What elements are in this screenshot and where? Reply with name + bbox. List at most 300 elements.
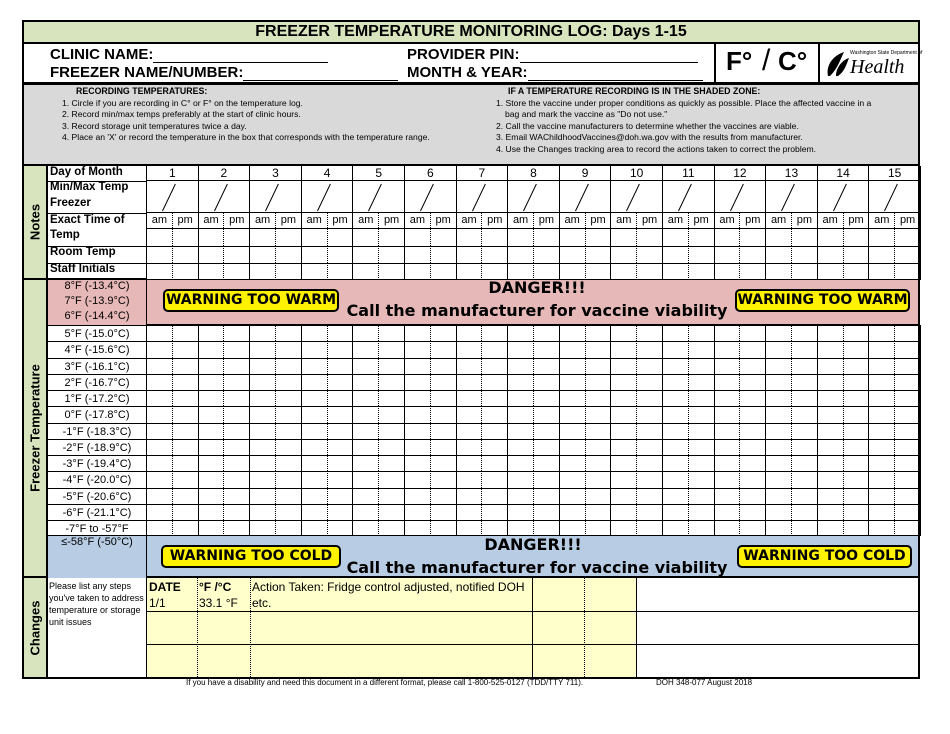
temp-cell-pm[interactable]: [276, 358, 302, 374]
temp-cell-am[interactable]: [353, 406, 379, 422]
exact-time-cell[interactable]: [869, 228, 895, 246]
temp-cell-am[interactable]: [147, 439, 173, 455]
temp-cell-pm[interactable]: [224, 341, 250, 357]
temp-cell-am[interactable]: [508, 488, 534, 504]
temp-cell-am[interactable]: [250, 520, 276, 536]
temp-cell-pm[interactable]: [689, 325, 715, 341]
temp-cell-am[interactable]: [663, 341, 689, 357]
temp-cell-pm[interactable]: [224, 504, 250, 520]
freezer-name-field[interactable]: [50, 64, 398, 81]
temp-cell-am[interactable]: [508, 439, 534, 455]
temp-cell-am[interactable]: [353, 358, 379, 374]
minmax-cell[interactable]: [508, 181, 560, 213]
temp-cell-am[interactable]: [611, 390, 637, 406]
temp-cell-pm[interactable]: [482, 471, 508, 487]
temp-cell-pm[interactable]: [328, 455, 354, 471]
provider-pin-field[interactable]: [407, 46, 698, 63]
exact-time-cell[interactable]: [663, 228, 689, 246]
exact-time-cell[interactable]: [586, 228, 612, 246]
temp-cell-am[interactable]: [199, 406, 225, 422]
temp-cell-am[interactable]: [508, 520, 534, 536]
temp-cell-am[interactable]: [199, 325, 225, 341]
temp-cell-am[interactable]: [199, 423, 225, 439]
exact-time-cell[interactable]: [405, 228, 431, 246]
temp-cell-am[interactable]: [302, 455, 328, 471]
temp-cell-pm[interactable]: [689, 406, 715, 422]
changes-white-area[interactable]: [636, 578, 918, 677]
temp-cell-pm[interactable]: [431, 341, 457, 357]
temp-cell-am[interactable]: [715, 439, 741, 455]
temp-cell-am[interactable]: [302, 423, 328, 439]
temp-cell-am[interactable]: [147, 520, 173, 536]
temp-cell-pm[interactable]: [224, 471, 250, 487]
temp-cell-am[interactable]: [715, 341, 741, 357]
exact-time-cell[interactable]: [276, 228, 302, 246]
temp-cell-pm[interactable]: [482, 423, 508, 439]
temp-cell-pm[interactable]: [740, 358, 766, 374]
temp-cell-am[interactable]: [766, 390, 792, 406]
temp-cell-am[interactable]: [250, 406, 276, 422]
temp-cell-pm[interactable]: [586, 406, 612, 422]
room-temp-cell[interactable]: [482, 246, 508, 263]
room-temp-cell[interactable]: [147, 246, 173, 263]
temp-cell-am[interactable]: [250, 504, 276, 520]
temp-cell-am[interactable]: [353, 325, 379, 341]
temp-cell-pm[interactable]: [224, 325, 250, 341]
temp-cell-am[interactable]: [663, 455, 689, 471]
staff-initials-cell[interactable]: [689, 263, 715, 280]
temp-cell-pm[interactable]: [534, 358, 560, 374]
temp-cell-pm[interactable]: [328, 341, 354, 357]
temp-cell-am[interactable]: [869, 455, 895, 471]
temp-cell-pm[interactable]: [173, 325, 199, 341]
minmax-cell[interactable]: [199, 181, 251, 213]
temp-cell-am[interactable]: [869, 390, 895, 406]
temp-cell-pm[interactable]: [482, 325, 508, 341]
temp-cell-pm[interactable]: [276, 325, 302, 341]
temp-cell-pm[interactable]: [328, 406, 354, 422]
temp-cell-am[interactable]: [611, 341, 637, 357]
temp-cell-am[interactable]: [457, 504, 483, 520]
temp-cell-pm[interactable]: [431, 374, 457, 390]
staff-initials-cell[interactable]: [379, 263, 405, 280]
temp-cell-pm[interactable]: [844, 325, 870, 341]
staff-initials-cell[interactable]: [173, 263, 199, 280]
temp-cell-am[interactable]: [405, 504, 431, 520]
staff-initials-cell[interactable]: [715, 263, 741, 280]
temp-cell-am[interactable]: [715, 471, 741, 487]
temp-cell-pm[interactable]: [740, 520, 766, 536]
room-temp-cell[interactable]: [250, 246, 276, 263]
temp-cell-pm[interactable]: [637, 358, 663, 374]
exact-time-cell[interactable]: [457, 228, 483, 246]
temp-cell-am[interactable]: [147, 341, 173, 357]
temp-cell-am[interactable]: [405, 455, 431, 471]
temp-cell-pm[interactable]: [534, 341, 560, 357]
temp-cell-am[interactable]: [457, 358, 483, 374]
temp-cell-pm[interactable]: [328, 488, 354, 504]
temp-cell-am[interactable]: [147, 504, 173, 520]
temp-cell-pm[interactable]: [740, 390, 766, 406]
temp-cell-pm[interactable]: [586, 504, 612, 520]
temp-cell-am[interactable]: [663, 520, 689, 536]
temp-cell-pm[interactable]: [637, 374, 663, 390]
temp-cell-am[interactable]: [353, 471, 379, 487]
temp-cell-pm[interactable]: [534, 406, 560, 422]
temp-cell-am[interactable]: [818, 423, 844, 439]
room-temp-cell[interactable]: [276, 246, 302, 263]
exact-time-cell[interactable]: [792, 228, 818, 246]
exact-time-cell[interactable]: [508, 228, 534, 246]
temp-cell-am[interactable]: [869, 374, 895, 390]
temp-cell-pm[interactable]: [431, 358, 457, 374]
room-temp-cell[interactable]: [534, 246, 560, 263]
temp-cell-am[interactable]: [663, 358, 689, 374]
temp-cell-am[interactable]: [663, 423, 689, 439]
temp-cell-am[interactable]: [250, 439, 276, 455]
temp-cell-am[interactable]: [147, 325, 173, 341]
celsius-option[interactable]: C°: [778, 46, 808, 76]
temp-cell-am[interactable]: [250, 390, 276, 406]
temp-cell-am[interactable]: [766, 471, 792, 487]
staff-initials-cell[interactable]: [250, 263, 276, 280]
temp-cell-pm[interactable]: [534, 471, 560, 487]
exact-time-cell[interactable]: [766, 228, 792, 246]
room-temp-cell[interactable]: [508, 246, 534, 263]
temp-cell-pm[interactable]: [844, 390, 870, 406]
temp-cell-am[interactable]: [147, 455, 173, 471]
temp-cell-pm[interactable]: [173, 374, 199, 390]
temp-cell-pm[interactable]: [431, 390, 457, 406]
temp-cell-am[interactable]: [199, 439, 225, 455]
temp-cell-am[interactable]: [457, 374, 483, 390]
temp-cell-am[interactable]: [663, 439, 689, 455]
exact-time-cell[interactable]: [740, 228, 766, 246]
temp-cell-am[interactable]: [818, 358, 844, 374]
temp-cell-am[interactable]: [353, 341, 379, 357]
temp-cell-pm[interactable]: [224, 455, 250, 471]
temp-cell-pm[interactable]: [328, 504, 354, 520]
temp-cell-pm[interactable]: [224, 423, 250, 439]
temp-cell-pm[interactable]: [637, 455, 663, 471]
temp-cell-pm[interactable]: [689, 374, 715, 390]
temp-cell-pm[interactable]: [792, 341, 818, 357]
room-temp-cell[interactable]: [715, 246, 741, 263]
temp-cell-pm[interactable]: [173, 390, 199, 406]
exact-time-cell[interactable]: [147, 228, 173, 246]
temp-cell-pm[interactable]: [792, 406, 818, 422]
temp-cell-pm[interactable]: [689, 455, 715, 471]
temp-cell-pm[interactable]: [844, 439, 870, 455]
temp-cell-am[interactable]: [715, 520, 741, 536]
temp-cell-am[interactable]: [560, 341, 586, 357]
action-value[interactable]: etc.: [252, 596, 272, 610]
temp-cell-pm[interactable]: [482, 358, 508, 374]
temp-cell-am[interactable]: [715, 423, 741, 439]
temp-cell-am[interactable]: [302, 471, 328, 487]
exact-time-cell[interactable]: [224, 228, 250, 246]
temp-cell-pm[interactable]: [586, 341, 612, 357]
temp-cell-am[interactable]: [199, 471, 225, 487]
temp-cell-pm[interactable]: [379, 423, 405, 439]
temp-cell-am[interactable]: [508, 504, 534, 520]
staff-initials-cell[interactable]: [818, 263, 844, 280]
temp-cell-pm[interactable]: [534, 520, 560, 536]
temp-cell-am[interactable]: [147, 471, 173, 487]
temp-cell-pm[interactable]: [792, 504, 818, 520]
temp-cell-pm[interactable]: [586, 390, 612, 406]
temp-cell-pm[interactable]: [482, 504, 508, 520]
temp-cell-pm[interactable]: [276, 520, 302, 536]
temp-cell-pm[interactable]: [276, 439, 302, 455]
temp-cell-pm[interactable]: [482, 341, 508, 357]
temp-cell-am[interactable]: [611, 471, 637, 487]
temp-cell-am[interactable]: [560, 488, 586, 504]
temp-cell-pm[interactable]: [844, 488, 870, 504]
temp-cell-am[interactable]: [353, 439, 379, 455]
temp-cell-pm[interactable]: [224, 358, 250, 374]
temp-cell-am[interactable]: [663, 504, 689, 520]
temp-cell-pm[interactable]: [173, 439, 199, 455]
temp-cell-am[interactable]: [818, 341, 844, 357]
temp-cell-pm[interactable]: [792, 358, 818, 374]
temp-cell-pm[interactable]: [534, 374, 560, 390]
temp-cell-am[interactable]: [250, 455, 276, 471]
temp-cell-pm[interactable]: [173, 406, 199, 422]
temp-cell-am[interactable]: [818, 504, 844, 520]
temp-cell-am[interactable]: [663, 471, 689, 487]
temp-cell-pm[interactable]: [740, 455, 766, 471]
temp-cell-pm[interactable]: [224, 406, 250, 422]
minmax-cell[interactable]: [560, 181, 612, 213]
room-temp-cell[interactable]: [869, 246, 895, 263]
temp-cell-pm[interactable]: [173, 488, 199, 504]
temp-cell-am[interactable]: [147, 406, 173, 422]
temp-cell-am[interactable]: [508, 325, 534, 341]
exact-time-cell[interactable]: [431, 228, 457, 246]
temp-cell-pm[interactable]: [637, 520, 663, 536]
exact-time-cell[interactable]: [302, 228, 328, 246]
temp-cell-pm[interactable]: [482, 520, 508, 536]
exact-time-cell[interactable]: [328, 228, 354, 246]
room-temp-cell[interactable]: [302, 246, 328, 263]
temp-cell-am[interactable]: [766, 455, 792, 471]
temp-cell-pm[interactable]: [792, 325, 818, 341]
temp-cell-am[interactable]: [766, 423, 792, 439]
temp-cell-pm[interactable]: [740, 504, 766, 520]
temp-cell-am[interactable]: [199, 358, 225, 374]
temp-cell-am[interactable]: [457, 488, 483, 504]
temp-cell-am[interactable]: [611, 406, 637, 422]
staff-initials-cell[interactable]: [740, 263, 766, 280]
exact-time-cell[interactable]: [715, 228, 741, 246]
exact-time-cell[interactable]: [250, 228, 276, 246]
temp-cell-pm[interactable]: [586, 374, 612, 390]
temp-cell-am[interactable]: [405, 488, 431, 504]
temp-cell-am[interactable]: [766, 520, 792, 536]
temp-cell-am[interactable]: [560, 471, 586, 487]
temp-cell-pm[interactable]: [844, 358, 870, 374]
minmax-cell[interactable]: [457, 181, 509, 213]
minmax-cell[interactable]: [869, 181, 921, 213]
temp-cell-am[interactable]: [508, 374, 534, 390]
temp-cell-pm[interactable]: [173, 455, 199, 471]
temp-cell-pm[interactable]: [586, 488, 612, 504]
temp-cell-pm[interactable]: [276, 374, 302, 390]
temp-cell-pm[interactable]: [689, 423, 715, 439]
temp-cell-pm[interactable]: [637, 423, 663, 439]
temp-cell-am[interactable]: [560, 520, 586, 536]
temp-cell-am[interactable]: [457, 455, 483, 471]
temp-cell-pm[interactable]: [379, 439, 405, 455]
temp-cell-am[interactable]: [560, 374, 586, 390]
room-temp-cell[interactable]: [611, 246, 637, 263]
temp-cell-pm[interactable]: [844, 455, 870, 471]
temp-cell-pm[interactable]: [328, 374, 354, 390]
temp-cell-am[interactable]: [457, 325, 483, 341]
temp-cell-am[interactable]: [353, 520, 379, 536]
minmax-cell[interactable]: [611, 181, 663, 213]
room-temp-cell[interactable]: [740, 246, 766, 263]
room-temp-cell[interactable]: [379, 246, 405, 263]
temp-cell-pm[interactable]: [328, 390, 354, 406]
temp-cell-pm[interactable]: [379, 406, 405, 422]
temp-cell-pm[interactable]: [276, 390, 302, 406]
exact-time-cell[interactable]: [844, 228, 870, 246]
temp-cell-pm[interactable]: [534, 439, 560, 455]
temp-cell-pm[interactable]: [431, 504, 457, 520]
temp-cell-am[interactable]: [457, 341, 483, 357]
temp-cell-am[interactable]: [611, 439, 637, 455]
temp-cell-am[interactable]: [199, 455, 225, 471]
temp-cell-pm[interactable]: [689, 390, 715, 406]
temp-cell-pm[interactable]: [637, 439, 663, 455]
temp-cell-am[interactable]: [405, 341, 431, 357]
date-value[interactable]: 1/1: [149, 596, 166, 610]
temp-cell-pm[interactable]: [792, 390, 818, 406]
temp-cell-am[interactable]: [818, 439, 844, 455]
fahrenheit-option[interactable]: F°: [726, 46, 753, 76]
temp-cell-pm[interactable]: [379, 504, 405, 520]
temp-cell-pm[interactable]: [482, 455, 508, 471]
temp-cell-am[interactable]: [766, 325, 792, 341]
temp-cell-pm[interactable]: [482, 374, 508, 390]
temp-cell-am[interactable]: [405, 471, 431, 487]
room-temp-cell[interactable]: [173, 246, 199, 263]
temp-cell-am[interactable]: [715, 455, 741, 471]
temp-cell-pm[interactable]: [431, 455, 457, 471]
staff-initials-cell[interactable]: [405, 263, 431, 280]
temp-cell-am[interactable]: [560, 390, 586, 406]
room-temp-cell[interactable]: [844, 246, 870, 263]
temp-cell-am[interactable]: [766, 374, 792, 390]
temp-cell-pm[interactable]: [689, 471, 715, 487]
temp-cell-am[interactable]: [508, 406, 534, 422]
temp-cell-pm[interactable]: [689, 504, 715, 520]
temp-cell-pm[interactable]: [482, 406, 508, 422]
temp-cell-am[interactable]: [766, 341, 792, 357]
staff-initials-cell[interactable]: [869, 263, 895, 280]
exact-time-cell[interactable]: [534, 228, 560, 246]
temp-cell-pm[interactable]: [586, 423, 612, 439]
staff-initials-cell[interactable]: [147, 263, 173, 280]
temp-cell-am[interactable]: [818, 520, 844, 536]
temp-cell-pm[interactable]: [328, 358, 354, 374]
staff-initials-cell[interactable]: [766, 263, 792, 280]
room-temp-cell[interactable]: [818, 246, 844, 263]
temp-cell-am[interactable]: [147, 423, 173, 439]
temp-cell-am[interactable]: [302, 358, 328, 374]
temp-cell-pm[interactable]: [792, 439, 818, 455]
room-temp-cell[interactable]: [353, 246, 379, 263]
temp-cell-am[interactable]: [353, 488, 379, 504]
temp-cell-am[interactable]: [611, 504, 637, 520]
temp-cell-pm[interactable]: [431, 439, 457, 455]
temp-cell-am[interactable]: [818, 455, 844, 471]
temp-cell-am[interactable]: [353, 374, 379, 390]
room-temp-cell[interactable]: [560, 246, 586, 263]
temp-cell-pm[interactable]: [534, 455, 560, 471]
temp-cell-am[interactable]: [457, 520, 483, 536]
temp-cell-am[interactable]: [663, 390, 689, 406]
temp-cell-am[interactable]: [663, 374, 689, 390]
staff-initials-cell[interactable]: [328, 263, 354, 280]
temp-cell-pm[interactable]: [534, 488, 560, 504]
temp-cell-am[interactable]: [560, 439, 586, 455]
temp-cell-am[interactable]: [869, 325, 895, 341]
temp-cell-pm[interactable]: [534, 390, 560, 406]
temp-cell-am[interactable]: [353, 455, 379, 471]
temp-cell-pm[interactable]: [482, 390, 508, 406]
temp-cell-am[interactable]: [405, 520, 431, 536]
temp-cell-pm[interactable]: [637, 406, 663, 422]
temp-cell-am[interactable]: [611, 488, 637, 504]
temp-cell-am[interactable]: [147, 358, 173, 374]
exact-time-cell[interactable]: [637, 228, 663, 246]
temp-cell-pm[interactable]: [328, 471, 354, 487]
temp-cell-am[interactable]: [560, 504, 586, 520]
temp-cell-pm[interactable]: [276, 423, 302, 439]
temp-cell-am[interactable]: [405, 358, 431, 374]
temp-cell-am[interactable]: [405, 423, 431, 439]
staff-initials-cell[interactable]: [792, 263, 818, 280]
temp-cell-am[interactable]: [869, 406, 895, 422]
temp-cell-am[interactable]: [766, 439, 792, 455]
temp-cell-am[interactable]: [611, 520, 637, 536]
temp-cell-am[interactable]: [457, 423, 483, 439]
temp-cell-am[interactable]: [508, 358, 534, 374]
temp-cell-pm[interactable]: [379, 471, 405, 487]
temp-cell-pm[interactable]: [379, 374, 405, 390]
room-temp-cell[interactable]: [199, 246, 225, 263]
temp-cell-am[interactable]: [611, 455, 637, 471]
temp-cell-am[interactable]: [766, 504, 792, 520]
temp-cell-pm[interactable]: [379, 390, 405, 406]
temp-cell-am[interactable]: [560, 325, 586, 341]
temp-cell-pm[interactable]: [792, 374, 818, 390]
exact-time-cell[interactable]: [173, 228, 199, 246]
temp-cell-pm[interactable]: [431, 471, 457, 487]
temp-cell-am[interactable]: [560, 455, 586, 471]
temp-cell-am[interactable]: [250, 341, 276, 357]
room-temp-cell[interactable]: [766, 246, 792, 263]
unit-selector[interactable]: [714, 44, 820, 82]
clinic-name-field[interactable]: [50, 46, 328, 63]
room-temp-cell[interactable]: [457, 246, 483, 263]
temp-cell-am[interactable]: [560, 358, 586, 374]
staff-initials-cell[interactable]: [224, 263, 250, 280]
temp-cell-am[interactable]: [715, 358, 741, 374]
